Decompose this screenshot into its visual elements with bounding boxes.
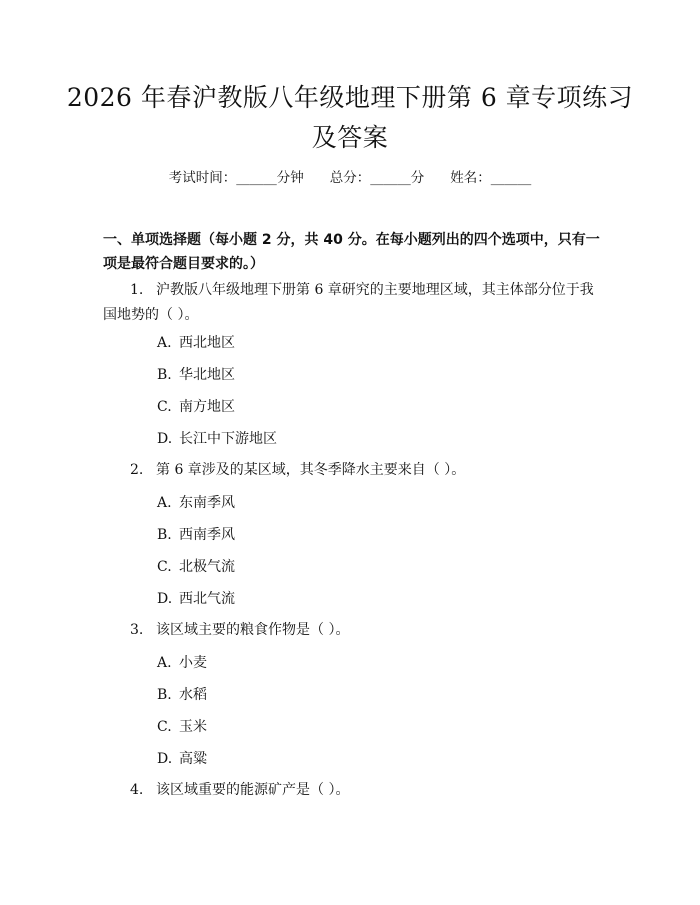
option-letter: D. bbox=[157, 751, 173, 767]
option-text: 西南季风 bbox=[179, 527, 235, 543]
option-text: 华北地区 bbox=[179, 367, 235, 383]
question-4 bbox=[103, 778, 603, 803]
option-letter: C. bbox=[157, 559, 172, 575]
option-text: 水稻 bbox=[179, 687, 207, 703]
option-3d bbox=[157, 750, 207, 768]
option-text: 北极气流 bbox=[179, 559, 235, 575]
question-text: 该区域重要的能源矿产是（ ）。 bbox=[156, 782, 350, 798]
option-1a bbox=[157, 334, 235, 352]
option-letter: A. bbox=[157, 335, 172, 351]
student-name-label: 姓名：______ bbox=[450, 170, 532, 186]
option-letter: A. bbox=[157, 495, 172, 511]
question-text: 沪教版八年级地理下册第 6 章研究的主要地理区域，其主体部分位于我国地势的（ ）。 bbox=[103, 282, 594, 323]
question-1 bbox=[103, 278, 603, 328]
option-text: 南方地区 bbox=[179, 399, 235, 415]
option-letter: B. bbox=[157, 687, 172, 703]
option-text: 东南季风 bbox=[179, 495, 235, 511]
question-number: 1. bbox=[130, 282, 144, 298]
option-text: 长江中下游地区 bbox=[179, 431, 277, 447]
option-text: 高粱 bbox=[179, 751, 207, 767]
option-3b bbox=[157, 686, 207, 704]
option-text: 西北地区 bbox=[179, 335, 235, 351]
option-2b bbox=[157, 526, 235, 544]
document-title: 2026 年春沪教版八年级地理下册第 6 章专项练习及答案 bbox=[66, 83, 634, 152]
option-text: 玉米 bbox=[179, 719, 207, 735]
option-text: 小麦 bbox=[179, 655, 207, 671]
question-number: 2. bbox=[130, 462, 144, 478]
option-3c bbox=[157, 718, 207, 736]
option-letter: D. bbox=[157, 591, 173, 607]
exam-time-label: 考试时间：______分钟 bbox=[168, 170, 304, 186]
option-1d bbox=[157, 430, 277, 448]
option-letter: D. bbox=[157, 431, 173, 447]
option-letter: C. bbox=[157, 399, 172, 415]
option-letter: C. bbox=[157, 719, 172, 735]
option-3a bbox=[157, 654, 207, 672]
option-letter: A. bbox=[157, 655, 172, 671]
total-score-label: 总分：______分 bbox=[329, 170, 425, 186]
question-number: 3. bbox=[130, 622, 144, 638]
option-2d bbox=[157, 590, 235, 608]
option-letter: B. bbox=[157, 367, 172, 383]
option-text: 西北气流 bbox=[179, 591, 235, 607]
exam-meta bbox=[0, 169, 700, 187]
section-heading: 一、单项选择题（每小题 2 分，共 40 分。在每小题列出的四个选项中，只有一项是最符合题目要求的。） bbox=[103, 232, 600, 272]
question-text: 该区域主要的粮食作物是（ ）。 bbox=[156, 622, 350, 638]
question-2 bbox=[103, 458, 603, 483]
option-1c bbox=[157, 398, 235, 416]
option-1b bbox=[157, 366, 235, 384]
question-text: 第 6 章涉及的某区域，其冬季降水主要来自（ ）。 bbox=[156, 462, 466, 478]
option-letter: B. bbox=[157, 527, 172, 543]
question-number: 4. bbox=[130, 782, 144, 798]
option-2a bbox=[157, 494, 235, 512]
question-3 bbox=[103, 618, 603, 643]
option-2c bbox=[157, 558, 235, 576]
